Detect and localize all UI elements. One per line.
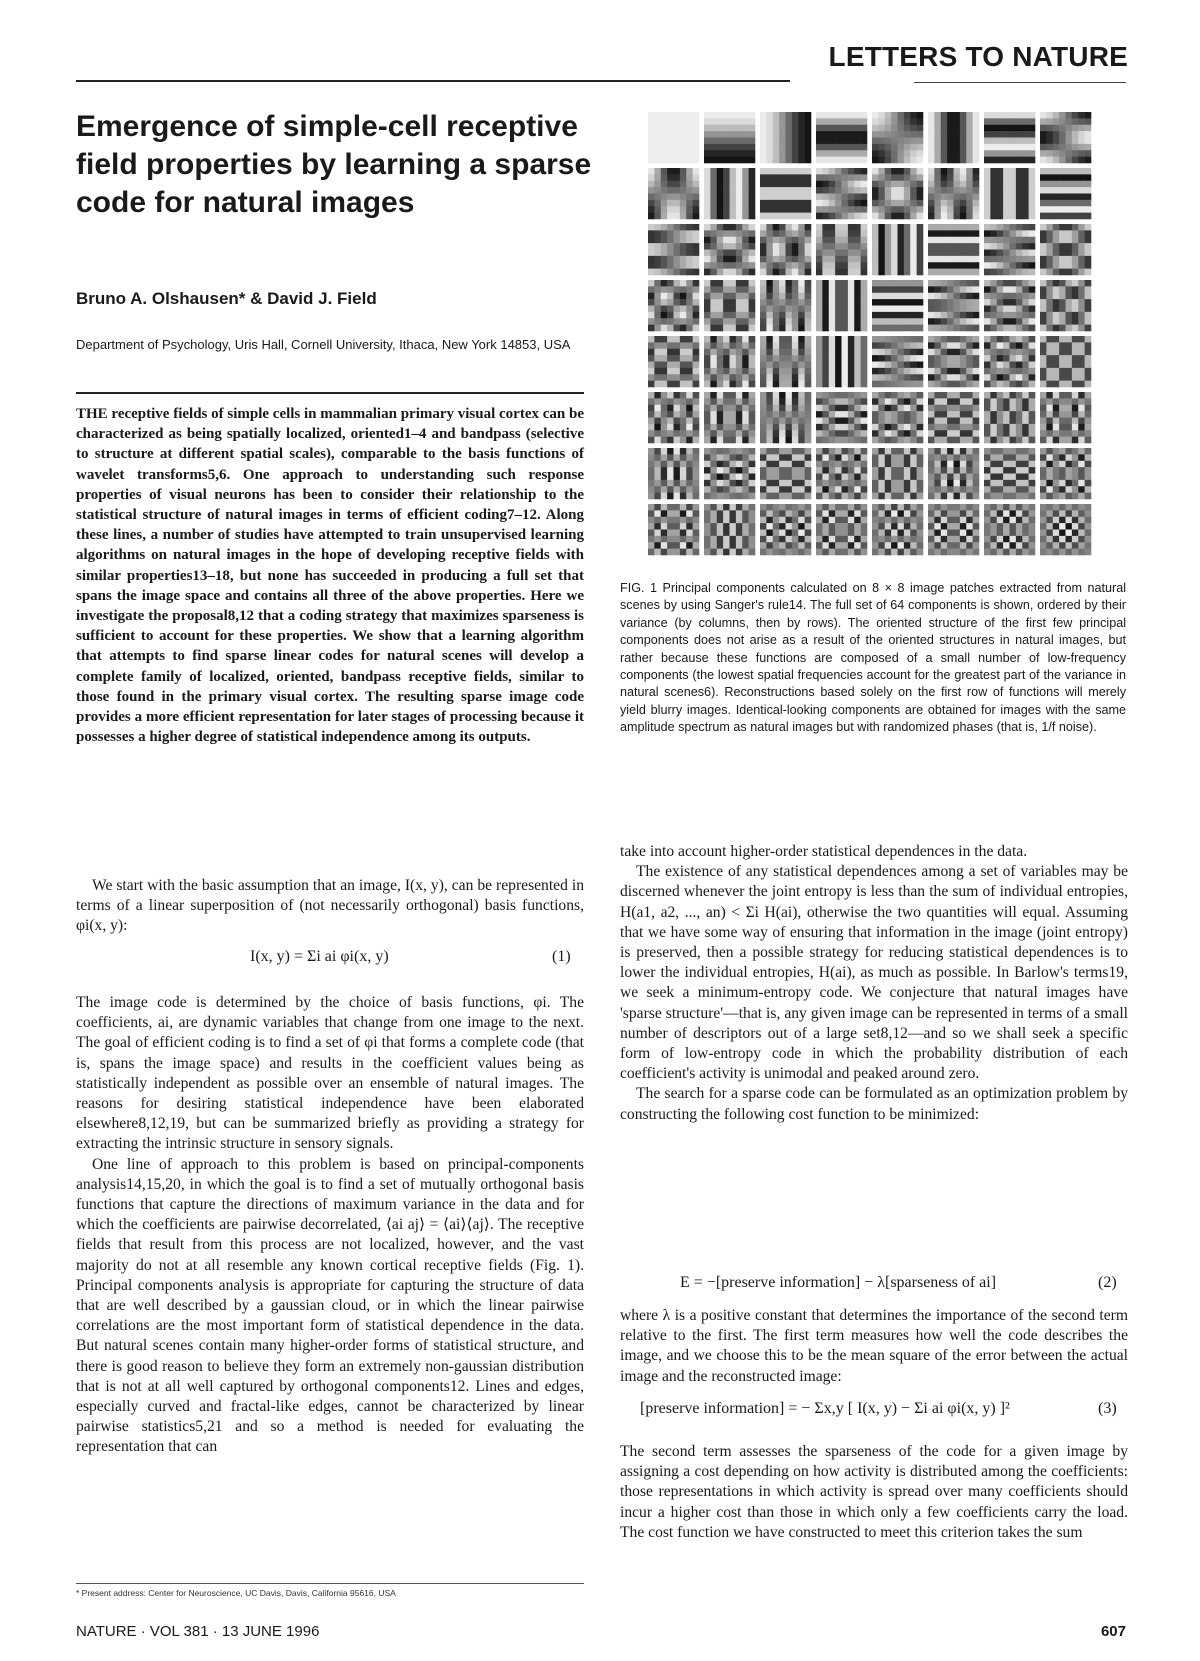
section-header: LETTERS TO NATURE xyxy=(828,41,1128,72)
equation-2: E = −[preserve information] − λ[sparseness of ai] xyxy=(680,1274,997,1291)
right-column-top xyxy=(620,842,1128,1125)
component-patch xyxy=(704,168,755,219)
footnote: * Present address: Center for Neuroscience, UC Davis, Davis, California 95616, USA xyxy=(76,1588,396,1598)
component-patch xyxy=(1040,112,1091,163)
article-title: Emergence of simple-cell receptive field properties by learning a sparse code for natural images xyxy=(76,110,592,219)
abstract-rule xyxy=(76,392,584,394)
component-patch xyxy=(816,392,867,443)
header-rule xyxy=(76,80,790,82)
component-patch xyxy=(984,336,1035,387)
component-patch xyxy=(760,224,811,275)
component-patch xyxy=(648,448,699,499)
component-patch xyxy=(984,392,1035,443)
component-patch xyxy=(928,392,979,443)
component-patch xyxy=(704,392,755,443)
component-patch xyxy=(816,280,867,331)
component-patch xyxy=(928,280,979,331)
component-patch xyxy=(928,224,979,275)
component-patch xyxy=(760,448,811,499)
component-patch xyxy=(760,504,811,555)
component-patch xyxy=(984,448,1035,499)
component-patch xyxy=(816,448,867,499)
component-patch xyxy=(704,280,755,331)
component-patch xyxy=(704,112,755,163)
equation-3: [preserve information] = − Σx,y [ I(x, y) − Σi ai φi(x, y) ]² xyxy=(640,1400,1010,1417)
component-patch xyxy=(872,168,923,219)
article-affiliation: Department of Psychology, Uris Hall, Cornell University, Ithaca, New York 14853, USA xyxy=(76,337,571,352)
component-patch xyxy=(648,336,699,387)
component-patch xyxy=(760,280,811,331)
right-paragraph-5: The second term assesses the sparseness of the code for a given image by assigning a cost depending on how activity is distributed among the coefficients: those representations in which activity is spread over many coefficients should incur a higher cost than those in which only a few coefficients carry the load. The cost function we have constructed to meet this criterion takes the sum xyxy=(620,1443,1128,1541)
component-patch xyxy=(872,392,923,443)
component-patch xyxy=(760,112,811,163)
component-patch xyxy=(816,336,867,387)
component-patch xyxy=(1040,336,1091,387)
left-paragraph-3: One line of approach to this problem is based on principal-components analysis14,15,20, in which the goal is to find a set of mutually orthogonal basis functions that capture the directions of maximum variance in the data and for which the coefficients are pairwise decorrelated, ⟨ai aj⟩ = ⟨ai⟩⟨aj⟩. The receptive fields that result from this process are not localized, however, and the vast majority do not at all resemble any known cortical receptive fields (Fig. 1). Principal components analysis is appropriate for capturing the structure of data that are well described by a gaussian cloud, or in which the linear pairwise correlations are the most important form of statistical dependence in the data. But natural scenes contain many higher-order forms of statistical structure, and there is good reason to believe they form an extremely non-gaussian distribution that is not at all well captured by orthogonal components12. Lines and edges, especially curved and fractal-like edges, cannot be characterized by linear pairwise statistics5,21 and so a method is needed for evaluating the representation that can xyxy=(76,1155,584,1456)
right-paragraph-4: where λ is a positive constant that determines the importance of the second term relative to the first. The first term measures how well the code describes the image, and we choose this to be the mean square of the error between the actual image and the reconstructed image: xyxy=(620,1307,1128,1385)
figure-caption: FIG. 1 Principal components calculated on 8 × 8 image patches extracted from natural scenes by using Sanger's rule14. The full set of 64 components is shown, ordered by their variance (by columns, then by rows). The oriented structure of the first few principal components does not arise as a result of the oriented structures in natural images, but rather because these functions are composed of a small number of low-frequency components (the lowest spatial frequencies account for the greatest part of the variance in natural scenes6). Reconstructions based solely on the first row of functions will merely yield blurry images. Identical-looking components are obtained for images with the same amplitude spectrum as natural images but with randomized phases (that is, 1/f noise). xyxy=(620,581,1126,735)
component-patch xyxy=(760,392,811,443)
right-paragraph-2: The existence of any statistical dependences among a set of variables may be discerned whenever the joint entropy is less than the sum of individual entropies, H(a1, a2, ..., an) < Σi H(ai), otherwise the two quantities will equal. Assuming that we have some way of ensuring that information in the image (joint entropy) is preserved, then a possible strategy for reducing statistical dependences is to lower the individual entropies, H(ai), as much as possible. In Barlow's terms19, we seek a minimum-entropy code. We conjecture that natural images have 'sparse structure'—that is, any given image can be represented in terms of a small number of descriptors out of a large set8,12—and so we shall seek a specific form of low-entropy code in which the probability distribution of each coefficient's activity is unimodal and peaked around zero. xyxy=(620,863,1128,1083)
component-patch xyxy=(816,224,867,275)
abstract: THE receptive fields of simple cells in mammalian primary visual cortex can be characterized as being spatially localized, oriented1–4 and bandpass (selective to structure at different spatial scales), comparable to the basis functions of wavelet transforms5,6. One approach to understanding such response properties of visual neurons has been to consider their relationship to the statistical structure of natural images in terms of efficient coding7–12. Along these lines, a number of studies have attempted to train unsupervised learning algorithms on natural images in the hope of developing receptive fields with similar properties13–18, but none has succeeded in producing a full set that spans the image space and contains all three of the above properties. Here we investigate the proposal8,12 that a coding strategy that maximizes sparseness is sufficient to account for these properties. We show that a learning algorithm that attempts to find sparse linear codes for natural scenes will develop a complete family of localized, oriented, bandpass receptive fields, similar to those found in the primary visual cortex. The resulting sparse image code provides a more efficient representation for later stages of processing because it possesses a higher degree of statistical independence among its outputs. xyxy=(76,406,584,746)
component-patch xyxy=(648,280,699,331)
left-paragraph-2: The image code is determined by the choice of basis functions, φi. The coefficients, ai, are dynamic variables that change from one image to the next. The goal of efficient coding is to find a set of φi that forms a complete code (that is, spans the image space) and results in the coefficient values being as statistically independent as possible over an ensemble of natural images. The reasons for desiring statistical independence have been elaborated elsewhere8,12,19, but can be summarized briefly as providing a strategy for extracting the intrinsic structure in sensory signals. xyxy=(76,994,584,1153)
component-patch xyxy=(928,336,979,387)
equation-2-number: (2) xyxy=(1098,1274,1117,1291)
equation-1: I(x, y) = Σi ai φi(x, y) xyxy=(250,948,389,965)
component-patch xyxy=(760,168,811,219)
component-patch xyxy=(704,336,755,387)
component-patch xyxy=(816,504,867,555)
component-patch xyxy=(872,224,923,275)
component-patch xyxy=(928,112,979,163)
component-patch xyxy=(984,224,1035,275)
component-patch xyxy=(1040,280,1091,331)
component-patch xyxy=(928,448,979,499)
component-patch xyxy=(872,112,923,163)
component-patch xyxy=(984,112,1035,163)
equation-1-number: (1) xyxy=(552,948,571,965)
component-patch xyxy=(704,448,755,499)
component-patch xyxy=(872,336,923,387)
component-patch xyxy=(928,504,979,555)
component-patch xyxy=(760,336,811,387)
component-patch xyxy=(648,112,699,163)
component-patch xyxy=(1040,224,1091,275)
right-paragraph-1: take into account higher-order statistical dependences in the data. xyxy=(620,843,1028,860)
component-patch xyxy=(648,392,699,443)
component-patch xyxy=(928,168,979,219)
component-patch xyxy=(1040,392,1091,443)
component-patch xyxy=(648,224,699,275)
component-patch xyxy=(872,280,923,331)
left-column-top xyxy=(76,876,584,937)
component-patch xyxy=(984,504,1035,555)
component-patch xyxy=(872,448,923,499)
principal-components-figure xyxy=(648,112,1094,558)
component-patch xyxy=(984,280,1035,331)
page-number: 607 xyxy=(1100,1623,1126,1640)
right-paragraph-3: The search for a sparse code can be formulated as an optimization problem by constructing the following cost function to be minimized: xyxy=(620,1085,1128,1123)
component-patch xyxy=(872,504,923,555)
footnote-rule xyxy=(76,1583,584,1584)
article-authors: Bruno A. Olshausen* & David J. Field xyxy=(76,289,377,308)
header-rule-right xyxy=(914,82,1126,83)
right-column-mid xyxy=(620,1306,1128,1387)
journal-citation: NATURE · VOL 381 · 13 JUNE 1996 xyxy=(76,1623,320,1640)
component-patch xyxy=(816,112,867,163)
component-patch xyxy=(648,168,699,219)
left-paragraph-1: We start with the basic assumption that an image, I(x, y), can be represented in terms of a linear superposition of (not necessarily orthogonal) basis functions, φi(x, y): xyxy=(76,877,584,935)
component-patch xyxy=(1040,448,1091,499)
component-patch xyxy=(704,224,755,275)
component-patch xyxy=(704,504,755,555)
component-patch xyxy=(1040,504,1091,555)
component-patch xyxy=(816,168,867,219)
component-patch xyxy=(1040,168,1091,219)
equation-3-number: (3) xyxy=(1098,1400,1117,1417)
component-patch xyxy=(648,504,699,555)
left-column-body xyxy=(76,993,584,1458)
component-patch xyxy=(984,168,1035,219)
right-column-bottom xyxy=(620,1442,1128,1543)
